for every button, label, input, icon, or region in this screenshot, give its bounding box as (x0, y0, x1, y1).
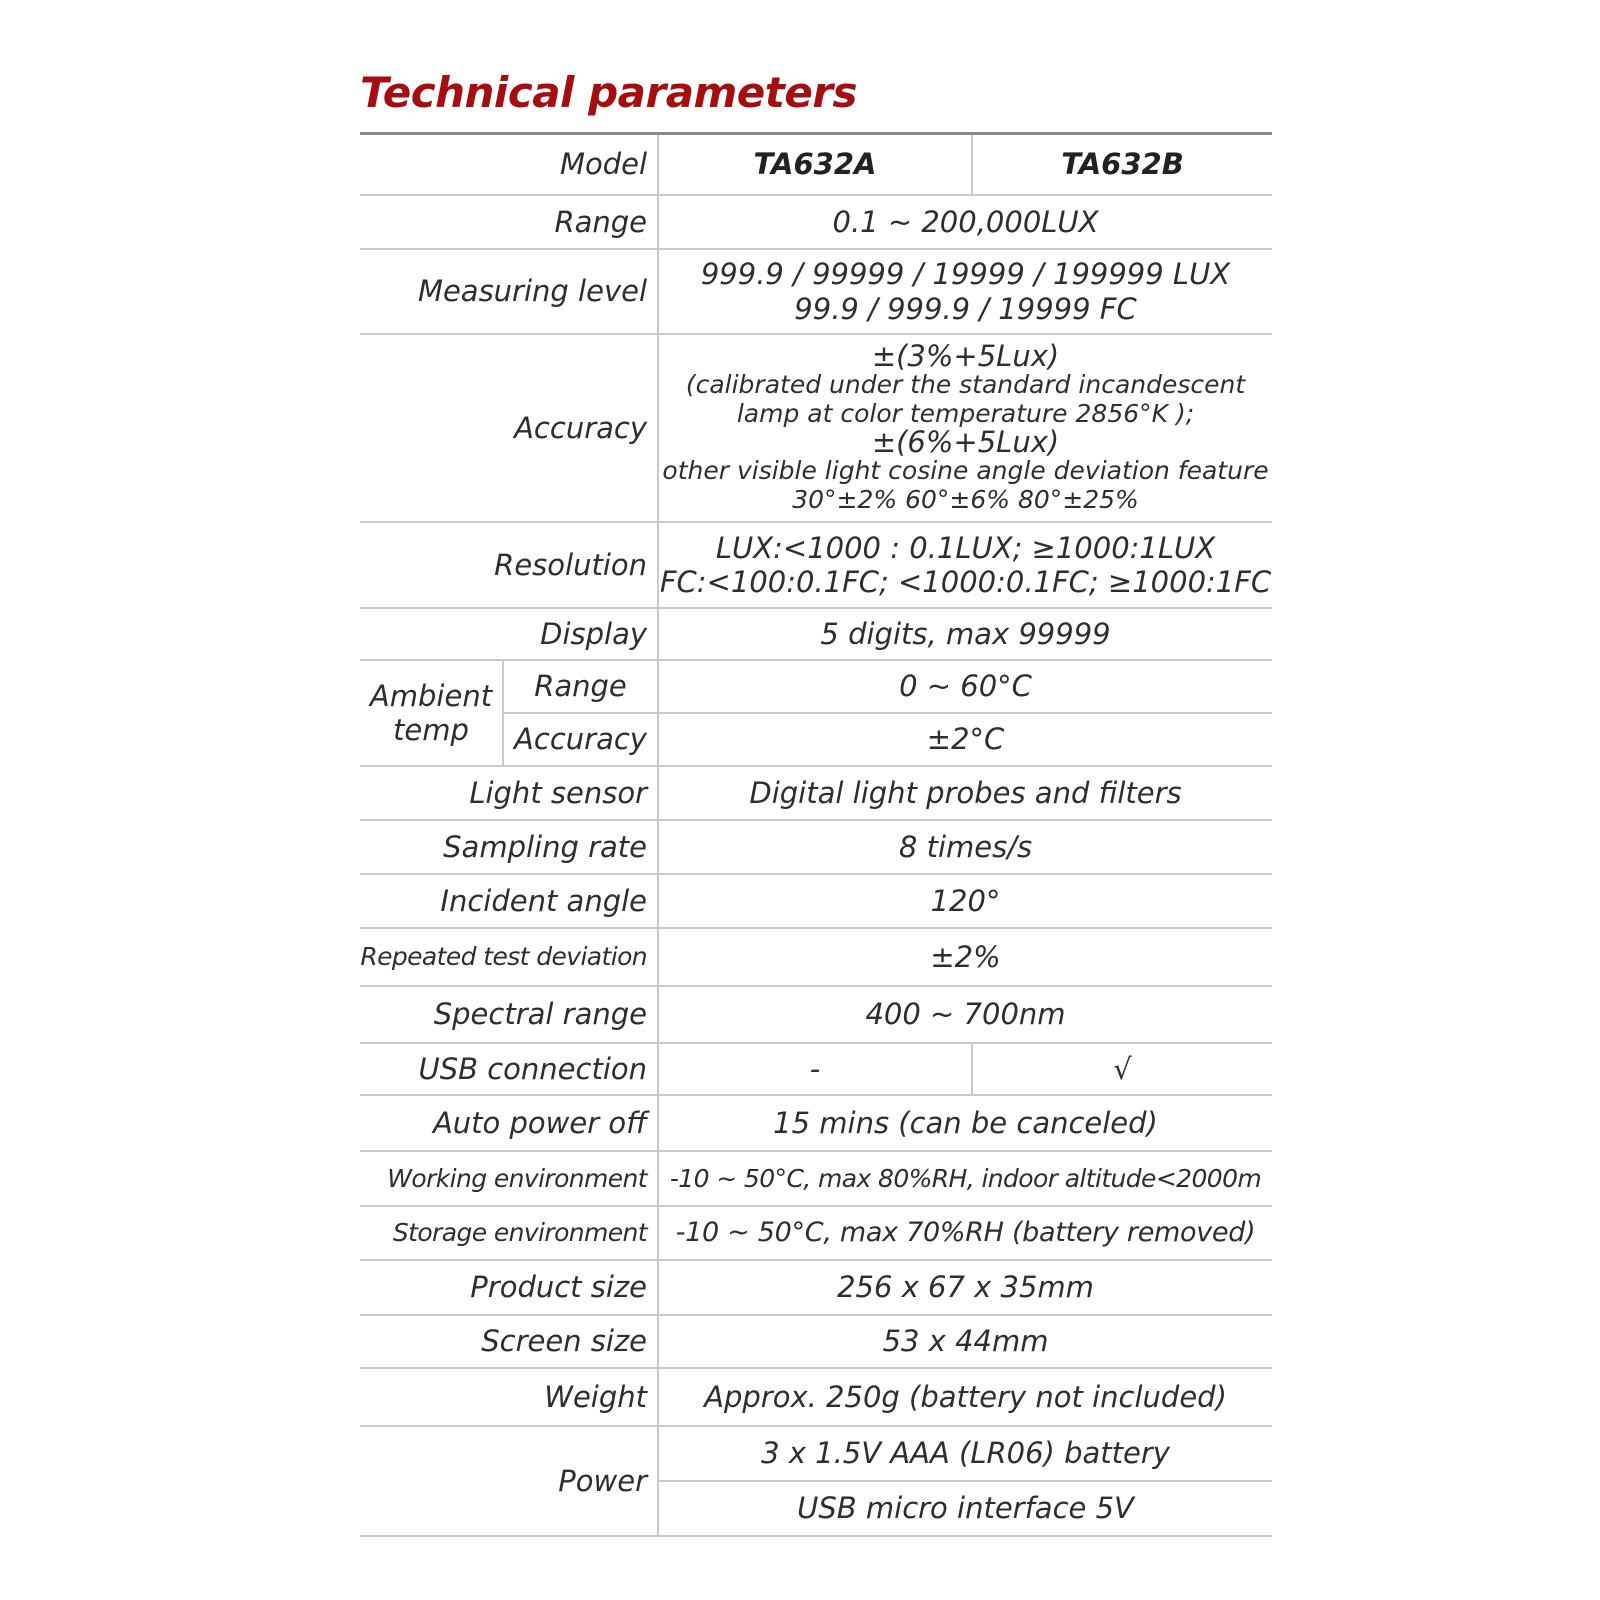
usb-b-check-cell: √ (972, 1043, 1272, 1095)
table-row-spectral-range (360, 986, 1272, 1043)
row-value: Approx. 250g (battery not included) (658, 1368, 1272, 1426)
row-label: Display (360, 608, 658, 660)
row-label: Accuracy (360, 334, 658, 522)
row-label: Repeated test deviation (360, 928, 658, 986)
row-value: Digital light probes and filters (658, 766, 1272, 820)
row-value: USB micro interface 5V (658, 1481, 1272, 1536)
table-row-accuracy (360, 334, 1272, 522)
row-value: -10 ~ 50°C, max 70%RH (battery removed) (658, 1206, 1272, 1260)
table-row-storage-environment (360, 1206, 1272, 1260)
row-value: 53 x 44mm (658, 1315, 1272, 1368)
row-value: 5 digits, max 99999 (658, 608, 1272, 660)
value-line: FC:<100:0.1FC; <1000:0.1FC; ≥1000:1FC (659, 565, 1272, 599)
row-label: Light sensor (360, 766, 658, 820)
row-label: Range (360, 195, 658, 249)
row-value (658, 334, 1272, 522)
row-value: 256 x 67 x 35mm (658, 1260, 1272, 1315)
table-row-measuring-level (360, 249, 1272, 334)
row-label: Model (360, 135, 658, 195)
value-line: (calibrated under the standard incandescent (685, 370, 1246, 399)
value-line: lamp at color temperature 2856°K ); (736, 398, 1195, 428)
row-label: Measuring level (360, 249, 658, 334)
row-value (658, 522, 1272, 608)
row-label: Spectral range (360, 986, 658, 1043)
table-row-display (360, 608, 1272, 660)
table-row-range (360, 195, 1272, 249)
row-value: 0 ~ 60°C (658, 660, 1272, 713)
label-line: temp (393, 713, 469, 747)
table-row-model (360, 135, 1272, 195)
label-line: Ambient (369, 678, 493, 713)
row-value: 120° (658, 874, 1272, 928)
row-label: Screen size (360, 1315, 658, 1368)
spec-table (360, 135, 1272, 1537)
row-label: Incident angle (360, 874, 658, 928)
row-value: 3 x 1.5V AAA (LR06) battery (658, 1426, 1272, 1481)
table-row-working-environment (360, 1151, 1272, 1206)
row-label: Weight (360, 1368, 658, 1426)
row-sublabel: Accuracy (503, 713, 658, 766)
value-line: ±(3%+5Lux) (871, 339, 1060, 373)
table-row-sampling-rate (360, 820, 1272, 874)
table-row-product-size (360, 1260, 1272, 1315)
table-row-incident-angle (360, 874, 1272, 928)
row-value: -10 ~ 50°C, max 80%RH, indoor altitude<2000m (658, 1151, 1272, 1206)
row-sublabel: Range (503, 660, 658, 713)
table-row-screen-size (360, 1315, 1272, 1368)
row-value: 400 ~ 700nm (658, 986, 1272, 1043)
row-label: Storage environment (360, 1206, 658, 1260)
value-line: 30°±2% 60°±6% 80°±25% (792, 484, 1139, 514)
row-label: Sampling rate (360, 820, 658, 874)
model-b-cell: TA632B (972, 135, 1272, 195)
row-label: USB connection (360, 1043, 658, 1095)
row-value: ±2% (658, 928, 1272, 986)
table-row-usb-connection (360, 1043, 1272, 1095)
row-value: ±2°C (658, 713, 1272, 766)
table-row-weight (360, 1368, 1272, 1426)
row-value (658, 249, 1272, 334)
table-row-power-battery (360, 1426, 1272, 1481)
row-value: 15 mins (can be canceled) (658, 1095, 1272, 1151)
ambient-temp-label (360, 660, 503, 766)
value-line: other visible light cosine angle deviation feature (662, 456, 1269, 485)
value-line: ±(6%+5Lux) (871, 425, 1060, 459)
row-value: 8 times/s (658, 820, 1272, 874)
row-label: Power (360, 1426, 658, 1536)
table-row-resolution (360, 522, 1272, 608)
value-line: 99.9 / 999.9 / 19999 FC (794, 291, 1137, 326)
row-label: Resolution (360, 522, 658, 608)
value-line: 999.9 / 99999 / 19999 / 199999 LUX (700, 257, 1231, 292)
page-title: Technical parameters (360, 68, 858, 117)
row-value: 0.1 ~ 200,000LUX (658, 195, 1272, 249)
table-row-repeated-test-deviation (360, 928, 1272, 986)
row-label: Working environment (360, 1151, 658, 1206)
value-line: LUX:<1000 : 0.1LUX; ≥1000:1LUX (715, 530, 1216, 565)
model-a-cell: TA632A (658, 135, 972, 195)
row-label: Auto power off (360, 1095, 658, 1151)
table-row-light-sensor (360, 766, 1272, 820)
row-label: Product size (360, 1260, 658, 1315)
usb-a-cell: - (658, 1043, 972, 1095)
table-row-auto-power-off (360, 1095, 1272, 1151)
table-row-ambient-range (360, 660, 1272, 713)
